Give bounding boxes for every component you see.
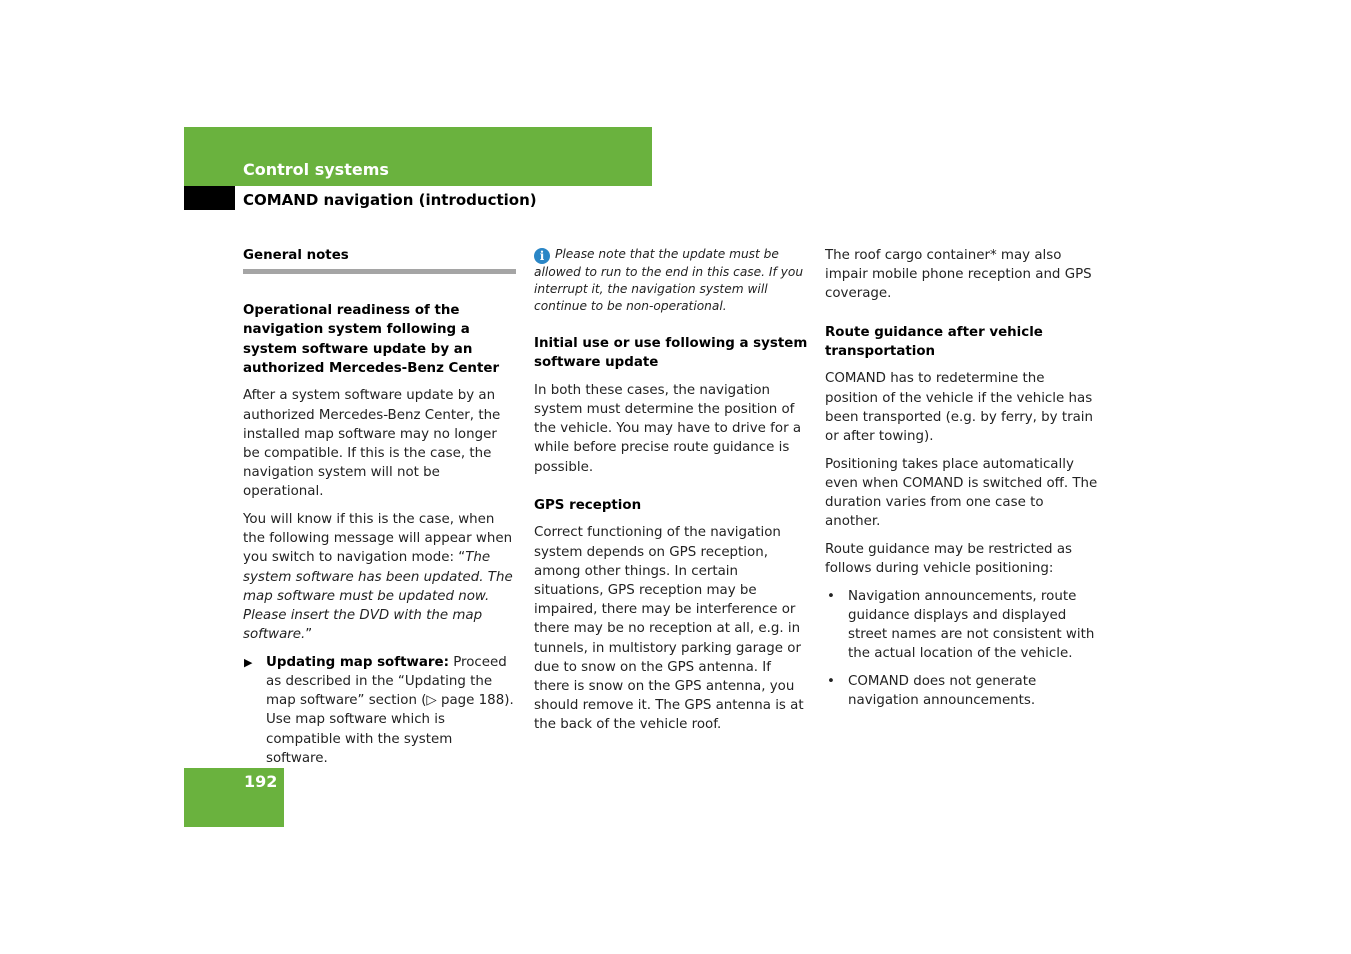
bullet-icon: • xyxy=(827,588,835,604)
paragraph-after-update: After a system software update by an authorized Mercedes-Benz Center, the installed map software may no longer be compatible. If this is the case, the navigation system will not be operational. xyxy=(243,388,501,500)
instruction-step xyxy=(243,653,516,768)
info-note xyxy=(534,246,808,315)
general-notes-heading: General notes xyxy=(243,246,516,274)
black-tab-marker xyxy=(184,186,235,210)
column-right xyxy=(825,246,1101,719)
info-note-text: Please note that the update must be allowed to run to the end in this case. If you interrupt it, the navigation system will continue to be non-operational. xyxy=(534,247,804,313)
message-quote: The system software has been updated. The map software must be updated now. Please insert the DVD with the map software. xyxy=(243,550,513,643)
paragraph-message: You will know if this is the case, when the following message will appear when you switch to navigation mode: “The system software has been updated. The map software must be updated now. Please insert the DVD with the map software.” xyxy=(243,512,513,643)
paragraph-redetermine: COMAND has to redetermine the position of the vehicle if the vehicle has been transported (e.g. by ferry, by train or after towing). xyxy=(825,371,1094,445)
paragraph-roof-cargo: The roof cargo container* may also impair mobile phone reception and GPS coverage. xyxy=(825,248,1092,302)
gps-reception-heading: GPS reception xyxy=(534,497,642,513)
bullet-icon: • xyxy=(827,673,835,689)
step-text: Proceed as described in the “Updating the map software” section (▷ page 188). Use map software which is compatible with the system software. xyxy=(266,654,514,766)
route-guidance-transport-heading: Route guidance after vehicle transportation xyxy=(825,324,1043,359)
step-label: Updating map software: xyxy=(266,654,449,670)
initial-use-heading: Initial use or use following a system software update xyxy=(534,336,808,371)
section-title: Control systems xyxy=(243,160,389,179)
column-middle xyxy=(534,246,808,743)
subsection-title: COMAND navigation (introduction) xyxy=(243,191,537,209)
paragraph-initial-use: In both these cases, the navigation system must determine the position of the vehicle. You may have to drive for a while before precise route guidance is possible. xyxy=(534,382,802,475)
page-number: 192 xyxy=(244,772,278,791)
paragraph-gps-reception: Correct functioning of the navigation system depends on GPS reception, among other things. In certain situations, GPS reception may be impaired, there may be interference or there may be no reception at all, e.g. in tunnels, in multistory parking garage or due to snow on the GPS antenna. If there is snow on the GPS antenna, you should remove it. The GPS antenna is at the back of the vehicle roof. xyxy=(534,525,804,733)
info-icon: i xyxy=(534,248,550,264)
paragraph-restricted: Route guidance may be restricted as follows during vehicle positioning: xyxy=(825,541,1073,577)
operational-readiness-heading: Operational readiness of the navigation system following a system software update by an authorized Mercedes-Benz Center xyxy=(243,303,500,376)
column-left xyxy=(243,246,516,776)
triangle-right-icon: ▶ xyxy=(244,655,253,669)
paragraph-positioning: Positioning takes place automatically even when COMAND is switched off. The duration varies from one case to another. xyxy=(825,456,1098,530)
list-item: • COMAND does not generate navigation announcements. xyxy=(827,673,1037,709)
list-item: • Navigation announcements, route guidance displays and displayed street names are not consistent with the actual location of the vehicle. xyxy=(827,588,1095,662)
